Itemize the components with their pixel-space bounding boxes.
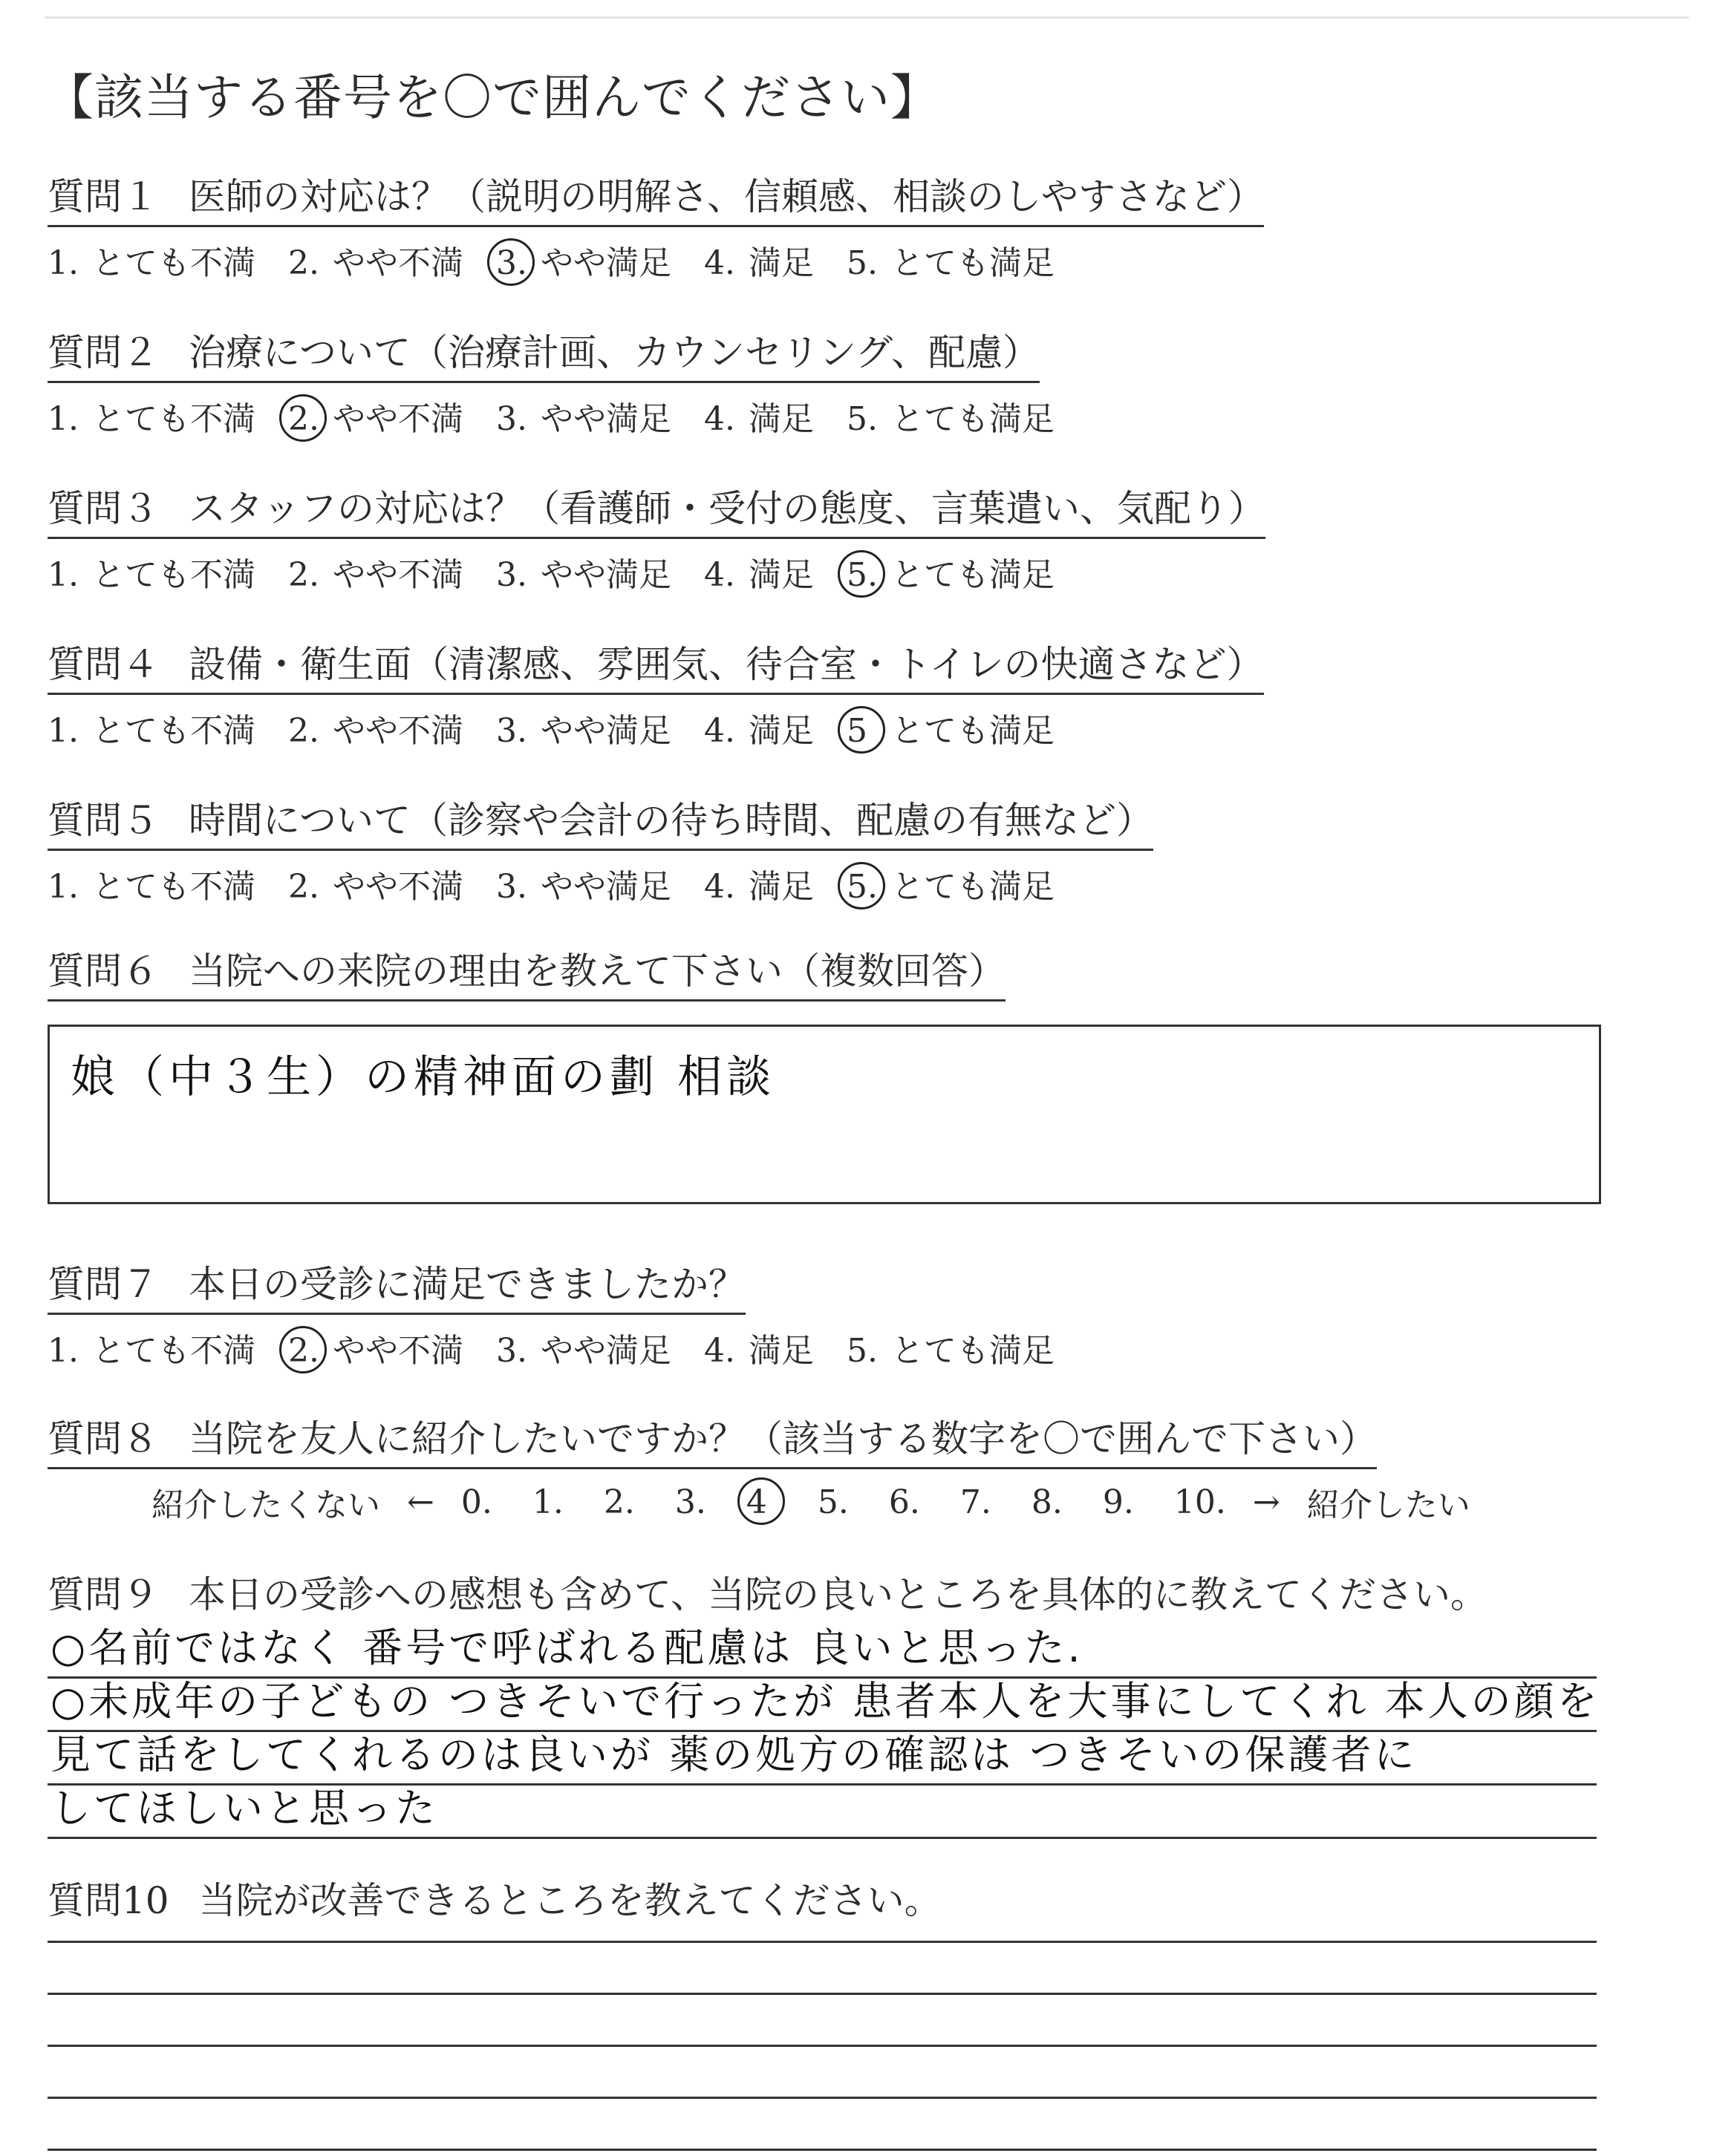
question-3-scale — [48, 548, 1666, 595]
question-7-scale — [48, 1324, 1666, 1371]
q4-option-5[interactable]: 5 とても満足 — [847, 712, 1055, 750]
question-4-text: 設備・衛生面（清潔感、雰囲気、待合室・トイレの快適さなど） — [189, 643, 1264, 686]
q8-option-5[interactable]: 5. — [817, 1483, 849, 1521]
question-5 — [48, 791, 1666, 907]
q9-answer-text-4: してほしいと思った — [50, 1785, 438, 1832]
q1-option-4[interactable]: 4. 満足 — [704, 244, 814, 282]
q9-answer-text-1: ○名前ではなく 番号で呼ばれる配慮は 良いと思った. — [50, 1624, 1083, 1671]
q5-option-5[interactable]: 5. とても満足 — [847, 868, 1055, 906]
q1-option-5[interactable]: 5. とても満足 — [847, 244, 1055, 282]
q8-left-label: 紹介したくない — [151, 1486, 380, 1524]
question-7 — [48, 1255, 1666, 1371]
question-3-heading — [48, 479, 1265, 539]
q3-option-2[interactable]: 2. やや不満 — [288, 556, 463, 594]
question-4-heading — [48, 635, 1264, 695]
question-8-heading — [48, 1409, 1377, 1469]
question-6-label: 質問６ — [48, 950, 159, 993]
question-2 — [48, 323, 1666, 440]
q2-option-5[interactable]: 5. とても満足 — [847, 400, 1055, 438]
question-1 — [48, 167, 1666, 284]
question-4 — [48, 635, 1666, 751]
q8-option-3[interactable]: 3. — [674, 1483, 706, 1521]
question-5-scale — [48, 860, 1666, 907]
q8-option-6[interactable]: 6. — [888, 1483, 920, 1521]
question-1-heading — [48, 167, 1264, 227]
question-8-label: 質問８ — [48, 1417, 159, 1460]
q5-option-4[interactable]: 4. 満足 — [704, 868, 814, 906]
q7-option-2[interactable]: 2. やや不満 — [288, 1332, 463, 1370]
q5-option-1[interactable]: 1. とても不満 — [48, 868, 255, 906]
question-2-heading — [48, 323, 1040, 383]
q9-answer-line-4[interactable] — [48, 1786, 1597, 1839]
q2-option-1[interactable]: 1. とても不満 — [48, 400, 255, 438]
q7-option-1[interactable]: 1. とても不満 — [48, 1332, 255, 1370]
q7-option-5[interactable]: 5. とても満足 — [847, 1332, 1055, 1370]
question-1-label: 質問１ — [48, 175, 159, 218]
question-3 — [48, 479, 1666, 595]
q10-answer-line-5[interactable] — [48, 2098, 1597, 2151]
q1-option-3[interactable]: 3. やや満足 — [496, 244, 671, 282]
q4-option-1[interactable]: 1. とても不満 — [48, 712, 255, 750]
question-2-text: 治療について（治療計画、カウンセリング、配慮） — [189, 331, 1040, 374]
question-10-text: 当院が改善できるところを教えてください。 — [198, 1879, 942, 1922]
question-8-text: 当院を友人に紹介したいですか？（該当する数字を〇で囲んで下さい） — [189, 1417, 1377, 1460]
q4-option-4[interactable]: 4. 満足 — [704, 712, 814, 750]
q8-right-arrow-icon: → — [1252, 1483, 1280, 1521]
question-6-answer: 娘（中３生）の精神面の劃 相談 — [71, 1051, 776, 1103]
q9-answer-text-3: 見て話をしてくれるのは良いが 薬の処方の確認は つきそいの保護者に — [50, 1731, 1418, 1778]
top-rule — [45, 16, 1689, 19]
question-6 — [48, 941, 1666, 1002]
question-6-text: 当院への来院の理由を教えて下さい（複数回答） — [189, 950, 1006, 993]
question-7-heading — [48, 1255, 746, 1315]
q7-option-3[interactable]: 3. やや満足 — [496, 1332, 671, 1370]
q10-answer-line-1[interactable] — [48, 1890, 1597, 1943]
question-5-label: 質問５ — [48, 799, 159, 842]
question-3-text: スタッフの対応は？（看護師・受付の態度、言葉遣い、気配り） — [189, 487, 1265, 530]
q3-option-3[interactable]: 3. やや満足 — [496, 556, 671, 594]
q8-option-9[interactable]: 9. — [1102, 1483, 1134, 1521]
q4-option-3[interactable]: 3. やや満足 — [496, 712, 671, 750]
q3-option-4[interactable]: 4. 満足 — [704, 556, 814, 594]
question-8 — [48, 1409, 1666, 1526]
q2-option-3[interactable]: 3. やや満足 — [496, 400, 671, 438]
question-1-text: 医師の対応は？（説明の明解さ、信頼感、相談のしやすさなど） — [189, 175, 1264, 218]
question-4-scale — [48, 704, 1666, 751]
question-5-text: 時間について（診察や会計の待ち時間、配慮の有無など） — [189, 799, 1153, 842]
q1-option-1[interactable]: 1. とても不満 — [48, 244, 255, 282]
q8-option-1[interactable]: 1. — [532, 1483, 564, 1521]
question-8-scale — [151, 1478, 1666, 1526]
question-6-heading — [48, 941, 1006, 1002]
question-7-text: 本日の受診に満足できましたか？ — [189, 1263, 746, 1306]
q1-option-2[interactable]: 2. やや不満 — [288, 244, 463, 282]
question-5-heading — [48, 791, 1153, 851]
q8-option-0[interactable]: 0. — [460, 1483, 492, 1521]
question-2-label: 質問２ — [48, 331, 159, 374]
question-1-scale — [48, 236, 1666, 284]
question-4-label: 質問４ — [48, 643, 159, 686]
q8-option-8[interactable]: 8. — [1031, 1483, 1063, 1521]
question-9-text: 本日の受診への感想も含めて、当院の良いところを具体的に教えてください。 — [189, 1573, 1487, 1616]
question-7-label: 質問７ — [48, 1263, 159, 1306]
q8-option-2[interactable]: 2. — [603, 1483, 635, 1521]
q8-left-arrow-icon: ← — [407, 1483, 434, 1521]
q10-answer-line-3[interactable] — [48, 1994, 1597, 2047]
question-9-label: 質問９ — [48, 1573, 159, 1616]
q10-answer-line-2[interactable] — [48, 1942, 1597, 1995]
q10-answer-line-4[interactable] — [48, 2046, 1597, 2099]
q8-option-4[interactable]: 4 — [746, 1483, 791, 1521]
q4-option-2[interactable]: 2. やや不満 — [288, 712, 463, 750]
q5-option-3[interactable]: 3. やや満足 — [496, 868, 671, 906]
q5-option-2[interactable]: 2. やや不満 — [288, 868, 463, 906]
question-10-label: 質問10 — [48, 1879, 169, 1922]
question-3-label: 質問３ — [48, 487, 159, 530]
page-title: 【該当する番号を〇で囲んでください】 — [45, 69, 940, 126]
q7-option-4[interactable]: 4. 満足 — [704, 1332, 814, 1370]
q9-answer-text-2: ○未成年の子どもの つきそいで行ったが 患者本人を大事にしてくれ 本人の顔を — [50, 1678, 1600, 1725]
q8-option-10[interactable]: 10. — [1173, 1483, 1226, 1521]
question-9-heading — [48, 1565, 1487, 1618]
q8-right-label: 紹介したい — [1306, 1486, 1470, 1524]
q8-option-7[interactable]: 7. — [959, 1483, 991, 1521]
q2-option-2[interactable]: 2. やや不満 — [288, 400, 463, 438]
q2-option-4[interactable]: 4. 満足 — [704, 400, 814, 438]
q3-option-1[interactable]: 1. とても不満 — [48, 556, 255, 594]
question-6-answer-box[interactable] — [48, 1025, 1601, 1204]
q3-option-5[interactable]: 5. とても満足 — [847, 556, 1055, 594]
question-2-scale — [48, 392, 1666, 440]
